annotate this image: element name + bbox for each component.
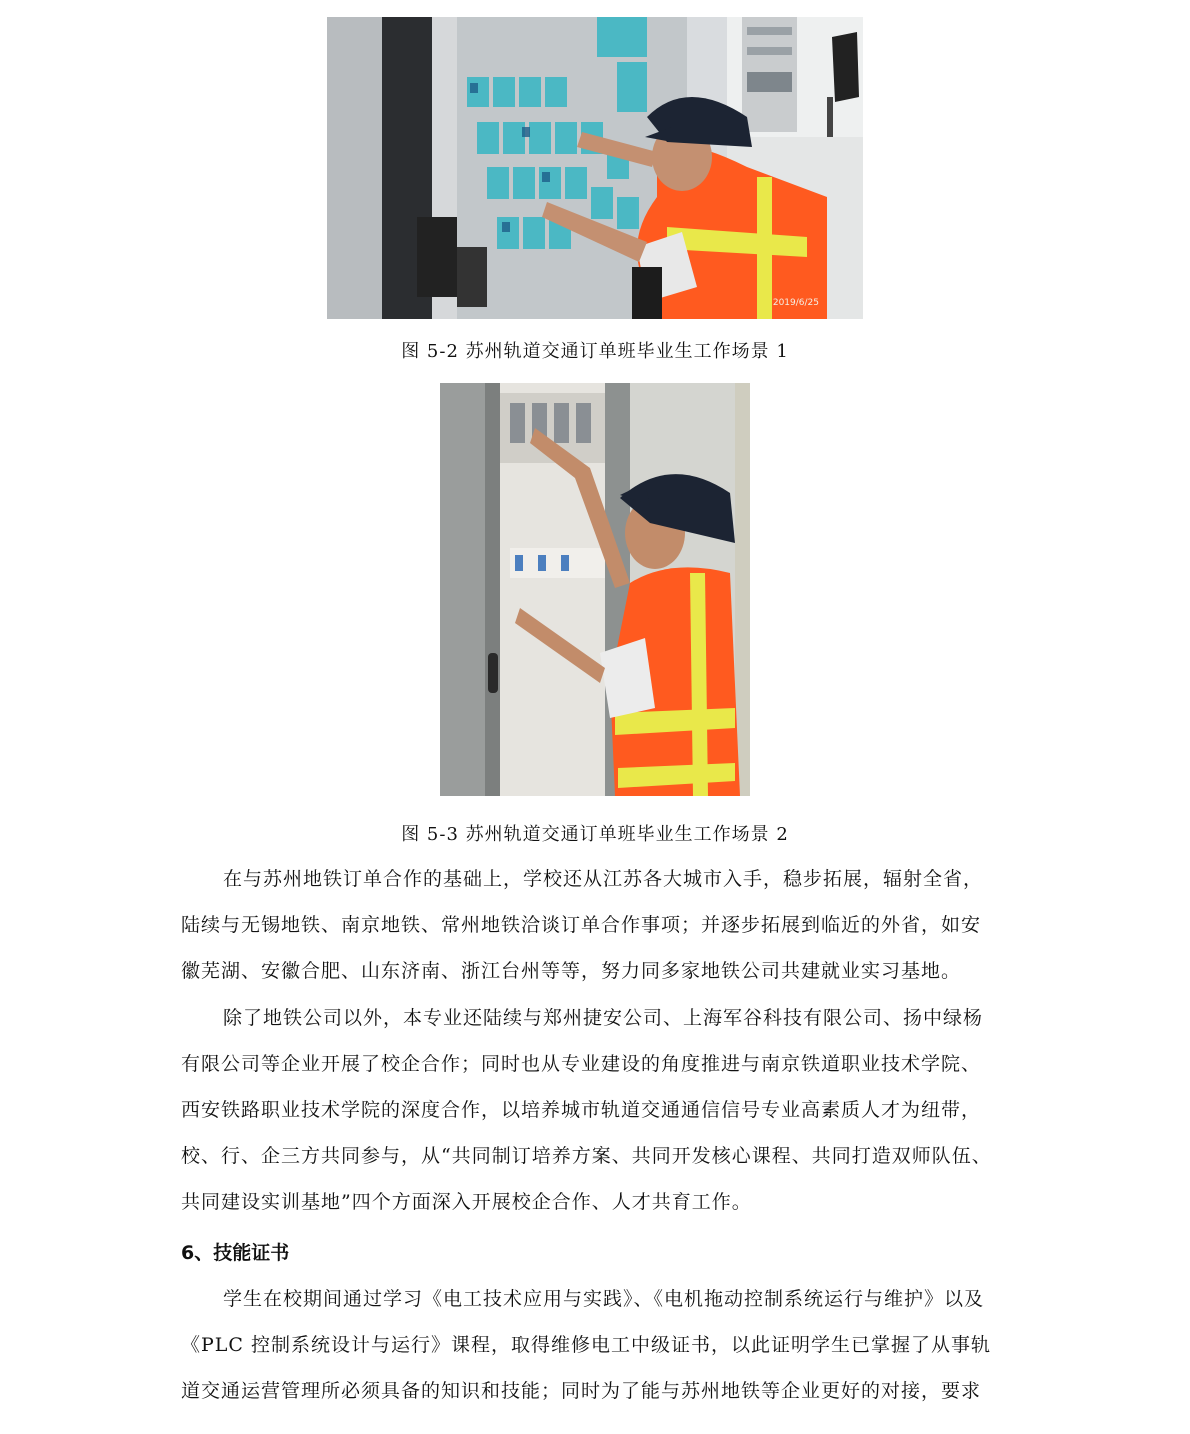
paragraph-line: 除了地铁公司以外，本专业还陆续与郑州捷安公司、上海军谷科技有限公司、扬中绿杨 xyxy=(223,1007,984,1029)
figure-photo-1 xyxy=(327,17,863,319)
paragraph-line: 《PLC 控制系统设计与运行》课程，取得维修电工中级证书，以此证明学生已掌握了从事轨 xyxy=(181,1334,991,1356)
paragraph-line: 西安铁路职业技术学院的深度合作，以培养城市轨道交通通信信号专业高素质人才为纽带， xyxy=(181,1099,982,1121)
paragraph-line: 有限公司等企业开展了校企合作；同时也从专业建设的角度推进与南京铁道职业技术学院、 xyxy=(181,1053,982,1075)
paragraph-line: 在与苏州地铁订单合作的基础上，学校还从江苏各大城市入手，稳步拓展，辐射全省， xyxy=(223,868,984,890)
body-paragraph-2 xyxy=(181,995,1011,1225)
figure-caption-2: 图 5-3 苏州轨道交通订单班毕业生工作场景 2 xyxy=(401,824,789,845)
section-heading: 6、技能证书 xyxy=(181,1242,290,1264)
paragraph-line: 道交通运营管理所必须具备的知识和技能；同时为了能与苏州地铁等企业更好的对接，要求 xyxy=(181,1380,982,1402)
paragraph-line: 共同建设实训基地”四个方面深入开展校企合作、人才共育工作。 xyxy=(181,1191,752,1213)
body-paragraph-3 xyxy=(181,1276,1011,1414)
body-paragraph-1 xyxy=(181,856,1011,994)
paragraph-line: 陆续与无锡地铁、南京地铁、常州地铁洽谈订单合作事项；并逐步拓展到临近的外省，如安 xyxy=(181,914,982,936)
photo-worker-cabinet xyxy=(440,383,750,796)
photo-timestamp: 2019/6/25 xyxy=(772,298,819,308)
paragraph-line: 校、行、企三方共同参与，从“共同制订培养方案、共同开发核心课程、共同打造双师队伍、 xyxy=(181,1145,992,1167)
paragraph-line: 徽芜湖、安徽合肥、山东济南、浙江台州等等，努力同多家地铁公司共建就业实习基地。 xyxy=(181,960,962,982)
figure-photo-2 xyxy=(440,383,750,796)
photo-worker-relay-rack xyxy=(327,17,863,319)
paragraph-line: 学生在校期间通过学习《电工技术应用与实践》、《电机拖动控制系统运行与维护》以及 xyxy=(223,1288,985,1310)
figure-caption-1: 图 5-2 苏州轨道交通订单班毕业生工作场景 1 xyxy=(401,341,789,362)
